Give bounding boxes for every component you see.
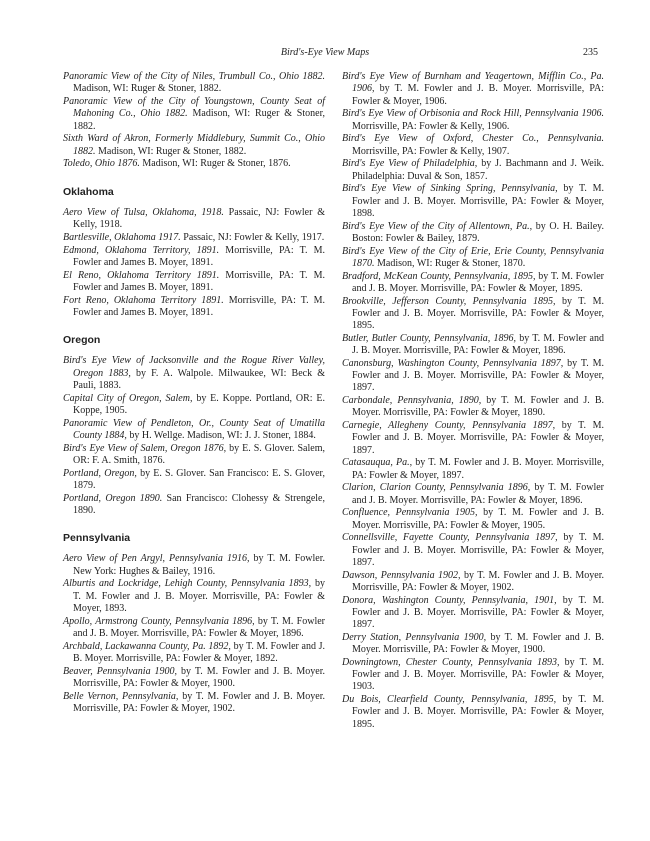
entry-details: by T. M. Fowler and J. B. Moyer. Morrisville, PA: Fowler & Moyer, 1890.	[352, 395, 604, 419]
bibliography-entry	[342, 71, 604, 108]
bibliography-entry	[63, 578, 325, 615]
entry-details: Madison, WI: Ruger & Stoner, 1882.	[73, 83, 222, 95]
entry-details: by E. S. Glover. San Francisco: E. S. Glover, 1879.	[73, 467, 325, 491]
bibliography-entry	[342, 221, 604, 246]
section-heading: Pennsylvania	[63, 532, 131, 544]
entry-title: Canonsburg, Washington County, Pennsylvania 1897,	[342, 357, 564, 369]
entry-title: Derry Station, Pennsylvania 1900,	[342, 631, 487, 643]
entry-title: Aero View of Tulsa, Oklahoma, 1918.	[63, 206, 224, 218]
bibliography-entry	[342, 395, 604, 420]
entry-title: Du Bois, Clearfield County, Pennsylvania, 1895,	[342, 694, 557, 705]
bibliography-entry	[63, 232, 325, 244]
bibliography-entry	[342, 420, 604, 457]
entry-details: by T. M. Fowler and J. B. Moyer. Morrisville, PA: Fowler & Moyer, 1902.	[73, 690, 326, 714]
bibliography-entry	[342, 183, 604, 220]
entry-title: Downingtown, Chester County, Pennsylvania 1893,	[342, 656, 560, 668]
entry-title: Bird's Eye View of Philadelphia,	[342, 158, 478, 170]
entry-details: Madison, WI: Ruger & Stoner, 1882.	[73, 108, 325, 132]
entry-details: by T. M. Fowler and J. B. Moyer. Morrisville, PA: Fowler & Moyer, 1900.	[73, 665, 325, 689]
entry-title: Portland, Oregon,	[63, 467, 137, 479]
bibliography-entry	[342, 158, 604, 183]
entry-title: Alburtis and Lockridge, Lehigh County, Pennsylvania 1893,	[63, 578, 312, 590]
bibliography-entry	[342, 358, 604, 395]
bibliography-entry	[63, 418, 325, 443]
bibliography-entry	[63, 468, 325, 493]
entry-title: Sixth Ward of Akron, Formerly Middlebury, Summit Co., Ohio 1882.	[63, 133, 325, 157]
entry-title: Confluence, Pennsylvania 1905,	[342, 507, 478, 519]
entry-details: by F. A. Walpole. Milwaukee, WI: Beck & Pauli, 1883.	[73, 367, 325, 391]
entry-details: Morrisville, PA: Fowler & Kelly, 1906.	[352, 120, 510, 132]
entry-title: Beaver, Pennsylvania 1900,	[63, 665, 178, 677]
bibliography-entry	[63, 71, 325, 96]
entry-title: Panoramic View of Pendleton, Or., County Seat of Umatilla County 1884,	[63, 417, 325, 441]
entry-title: Bird's Eye View of Oxford, Chester Co., Pennsylvania.	[342, 133, 604, 145]
left-column	[63, 71, 325, 716]
entry-details: by T. M. Fowler and J. B. Moyer. Morrisville, PA: Fowler & Moyer, 1905.	[352, 507, 604, 531]
bibliography-entry	[342, 694, 604, 731]
bibliography-entry	[342, 133, 604, 158]
entry-title: Archbald, Lackawanna County, Pa. 1892,	[63, 640, 231, 652]
entry-title: Toledo, Ohio 1876.	[63, 158, 140, 170]
bibliography-entry	[63, 355, 325, 392]
entry-details: by O. H. Bailey. Boston: Fowler & Bailey, 1879.	[352, 220, 604, 244]
bibliography-entry	[342, 246, 604, 271]
entry-details: by T. M. Fowler and J. B. Moyer. Morrisville, PA: Fowler & Moyer, 1900.	[352, 631, 604, 655]
bibliography-entry	[342, 296, 604, 333]
bibliography-entry	[342, 457, 604, 482]
entry-title: Donora, Washington County, Pennsylvania, 1901,	[342, 594, 557, 606]
entry-details: by E. Koppe. Portland, OR: E. Koppe, 1905.	[73, 392, 325, 416]
running-header-title: Bird's-Eye View Maps	[280, 47, 370, 58]
bibliography-entry	[63, 493, 325, 518]
entry-title: Bird's Eye View of Salem, Oregon 1876,	[63, 442, 227, 454]
entry-title: Belle Vernon, Pennsylvania,	[63, 690, 179, 702]
entry-details: Madison, WI: Ruger & Stoner, 1882.	[95, 145, 247, 157]
entry-title: Bird's Eye View of Sinking Spring, Pennsylvania,	[342, 183, 558, 195]
entry-title: Fort Reno, Oklahoma Territory 1891.	[63, 294, 224, 306]
entry-details: by T. M. Fowler and J. B. Moyer. Morrisville, PA: Fowler & Moyer, 1893.	[73, 578, 326, 614]
entry-details: by T. M. Fowler and J. B. Moyer. Morrisville, PA: Fowler & Moyer, 1906.	[352, 83, 604, 107]
entry-details: by T. M. Fowler and J. B. Moyer. Morrisville, PA: Fowler & Moyer, 1897.	[352, 594, 605, 630]
bibliography-entry	[342, 507, 604, 532]
entry-details: Passaic, NJ: Fowler & Kelly, 1917.	[180, 231, 325, 243]
bibliography-entry	[63, 641, 325, 666]
entry-title: Bird's Eye View of the City of Allentown, Pa.,	[342, 220, 533, 232]
entry-details: by H. Wellge. Madison, WI: J. J. Stoner, 1884.	[126, 429, 316, 441]
bibliography-entry	[63, 691, 325, 716]
entry-title: Apollo, Armstrong County, Pennsylvania 1896,	[63, 615, 255, 627]
entry-details: by T. M. Fowler. New York: Hughes & Bailey, 1916.	[73, 553, 326, 577]
right-column	[342, 71, 604, 731]
entry-title: Butler, Butler County, Pennsylvania, 1896,	[342, 332, 516, 344]
bibliography-entry	[342, 657, 604, 694]
bibliography-entry	[63, 616, 325, 641]
bibliography-entry	[63, 245, 325, 270]
bibliography-entry	[342, 595, 604, 632]
section-heading: Oklahoma	[63, 185, 114, 198]
bibliography-entry	[342, 482, 604, 507]
entry-details: by T. M. Fowler and J. B. Moyer. Morrisville, PA: Fowler & Moyer, 1896.	[352, 332, 604, 356]
bibliography-entry	[342, 333, 604, 358]
page-number: 235	[583, 47, 598, 58]
entry-details: Morrisville, PA: T. M. Fowler and James B. Moyer, 1891.	[73, 244, 325, 268]
entry-details: Morrisville, PA: T. M. Fowler and James B. Moyer, 1891.	[73, 294, 325, 318]
bibliography-entry	[63, 158, 325, 170]
bibliography-entry	[63, 207, 325, 232]
bibliography-entry	[342, 632, 604, 657]
entry-title: Dawson, Pennsylvania 1902,	[342, 569, 461, 581]
entry-title: Edmond, Oklahoma Territory, 1891.	[63, 244, 220, 256]
entry-title: Carbondale, Pennsylvania, 1890,	[342, 395, 482, 406]
entry-title: Panoramic View of the City of Youngstown, County Seat of Mahoning Co., Ohio 1882.	[63, 96, 325, 120]
entry-details: San Francisco: Clohessy & Strengele, 1890.	[73, 492, 325, 516]
bibliography-entry	[63, 393, 325, 418]
bibliography-entry	[342, 532, 604, 569]
bibliography-entry	[63, 666, 325, 691]
entry-details: by J. Bachmann and J. Weik. Philadelphia: Duval & Son, 1857.	[352, 158, 604, 182]
entry-details: by T. M. Fowler and J. B. Moyer. Morrisville, PA: Fowler & Moyer, 1896.	[73, 615, 325, 639]
entry-title: Clarion, Clarion County, Pennsylvania 1896,	[342, 482, 531, 494]
entry-details: Madison, WI: Ruger & Stoner, 1876.	[139, 158, 291, 170]
entry-details: by T. M. Fowler and J. B. Moyer. Morrisville, PA: Fowler & Moyer, 1896.	[352, 482, 604, 506]
entry-details: by T. M. Fowler and J. B. Moyer. Morrisville, PA: Fowler & Moyer, 1897.	[352, 357, 604, 394]
entry-title: Bradford, McKean County, Pennsylvania, 1895,	[342, 270, 536, 282]
bibliography-entry	[342, 570, 604, 595]
entry-details: by T. M. Fowler and J. B. Moyer. Morrisville, PA: Fowler & Moyer, 1895.	[352, 270, 604, 294]
bibliography-entry	[63, 133, 325, 158]
entry-details: by T. M. Fowler and J. B. Moyer. Morrisville, PA: Fowler & Moyer, 1892.	[73, 640, 325, 664]
entry-details: by T. M. Fowler and J. B. Moyer. Morrisville, PA: Fowler & Moyer, 1897.	[352, 532, 604, 568]
entry-details: by E. S. Glover. Salem, OR: F. A. Smith, 1876.	[73, 442, 325, 466]
entry-details: by T. M. Fowler and J. B. Moyer. Morrisville, PA: Fowler & Moyer, 1895.	[352, 694, 604, 730]
entry-details: Madison, WI: Ruger & Stoner, 1870.	[374, 257, 526, 269]
entry-title: Carnegie, Allegheny County, Pennsylvania 1897,	[342, 420, 556, 431]
entry-details: by T. M. Fowler and J. B. Moyer. Morrisville, PA: Fowler & Moyer, 1895.	[352, 295, 604, 331]
entry-title: Catasauqua, Pa.,	[342, 457, 413, 469]
entry-title: Portland, Oregon 1890.	[63, 492, 163, 504]
entry-title: Bird's Eye View of Jacksonville and the Rogue River Valley, Oregon 1883,	[63, 355, 325, 379]
entry-title: Bird's Eye View of the City of Erie, Erie County, Pennsylvania 1870.	[342, 245, 604, 269]
entry-title: Bartlesville, Oklahoma 1917.	[63, 231, 181, 243]
entry-details: by T. M. Fowler and J. B. Moyer. Morrisville, PA: Fowler & Moyer, 1903.	[352, 656, 604, 693]
bibliography-entry	[63, 270, 325, 295]
bibliography-entry	[342, 271, 604, 296]
entry-details: by T. M. Fowler and J. B. Moyer. Morrisville, PA: Fowler & Moyer, 1897.	[352, 420, 604, 456]
bibliography-entry	[342, 108, 604, 133]
entry-title: Brookville, Jefferson County, Pennsylvania 1895,	[342, 295, 556, 307]
entry-details: by T. M. Fowler and J. B. Moyer. Morrisville, PA: Fowler & Moyer, 1898.	[352, 183, 604, 219]
entry-details: by T. M. Fowler and J. B. Moyer. Morrisville, PA: Fowler & Moyer, 1897.	[352, 457, 604, 481]
entry-title: Panoramic View of the City of Niles, Trumbull Co., Ohio 1882.	[63, 71, 325, 82]
entry-details: Morrisville, PA: T. M. Fowler and James B. Moyer, 1891.	[73, 269, 325, 293]
bibliography-entry	[63, 295, 325, 320]
bibliography-entry	[63, 443, 325, 468]
entry-title: Bird's Eye View of Orbisonia and Rock Hill, Pennsylvania 1906.	[342, 108, 604, 120]
entry-title: Bird's Eye View of Burnham and Yeagertown, Mifflin Co., Pa. 1906,	[342, 71, 604, 95]
entry-title: Capital City of Oregon, Salem,	[63, 392, 193, 404]
entry-details: Passaic, NJ: Fowler & Kelly, 1918.	[73, 206, 325, 230]
entry-details: Morrisville, PA: Fowler & Kelly, 1907.	[352, 145, 510, 157]
entry-details: by T. M. Fowler and J. B. Moyer. Morrisville, PA: Fowler & Moyer, 1902.	[352, 569, 605, 593]
bibliography-entry	[63, 96, 325, 133]
bibliography-entry	[63, 553, 325, 578]
entry-title: El Reno, Oklahoma Territory 1891.	[63, 269, 220, 281]
entry-title: Connellsville, Fayette County, Pennsylvania 1897,	[342, 532, 558, 544]
section-heading: Oregon	[63, 334, 101, 346]
entry-title: Aero View of Pen Argyl, Pennsylvania 1916,	[63, 553, 250, 565]
